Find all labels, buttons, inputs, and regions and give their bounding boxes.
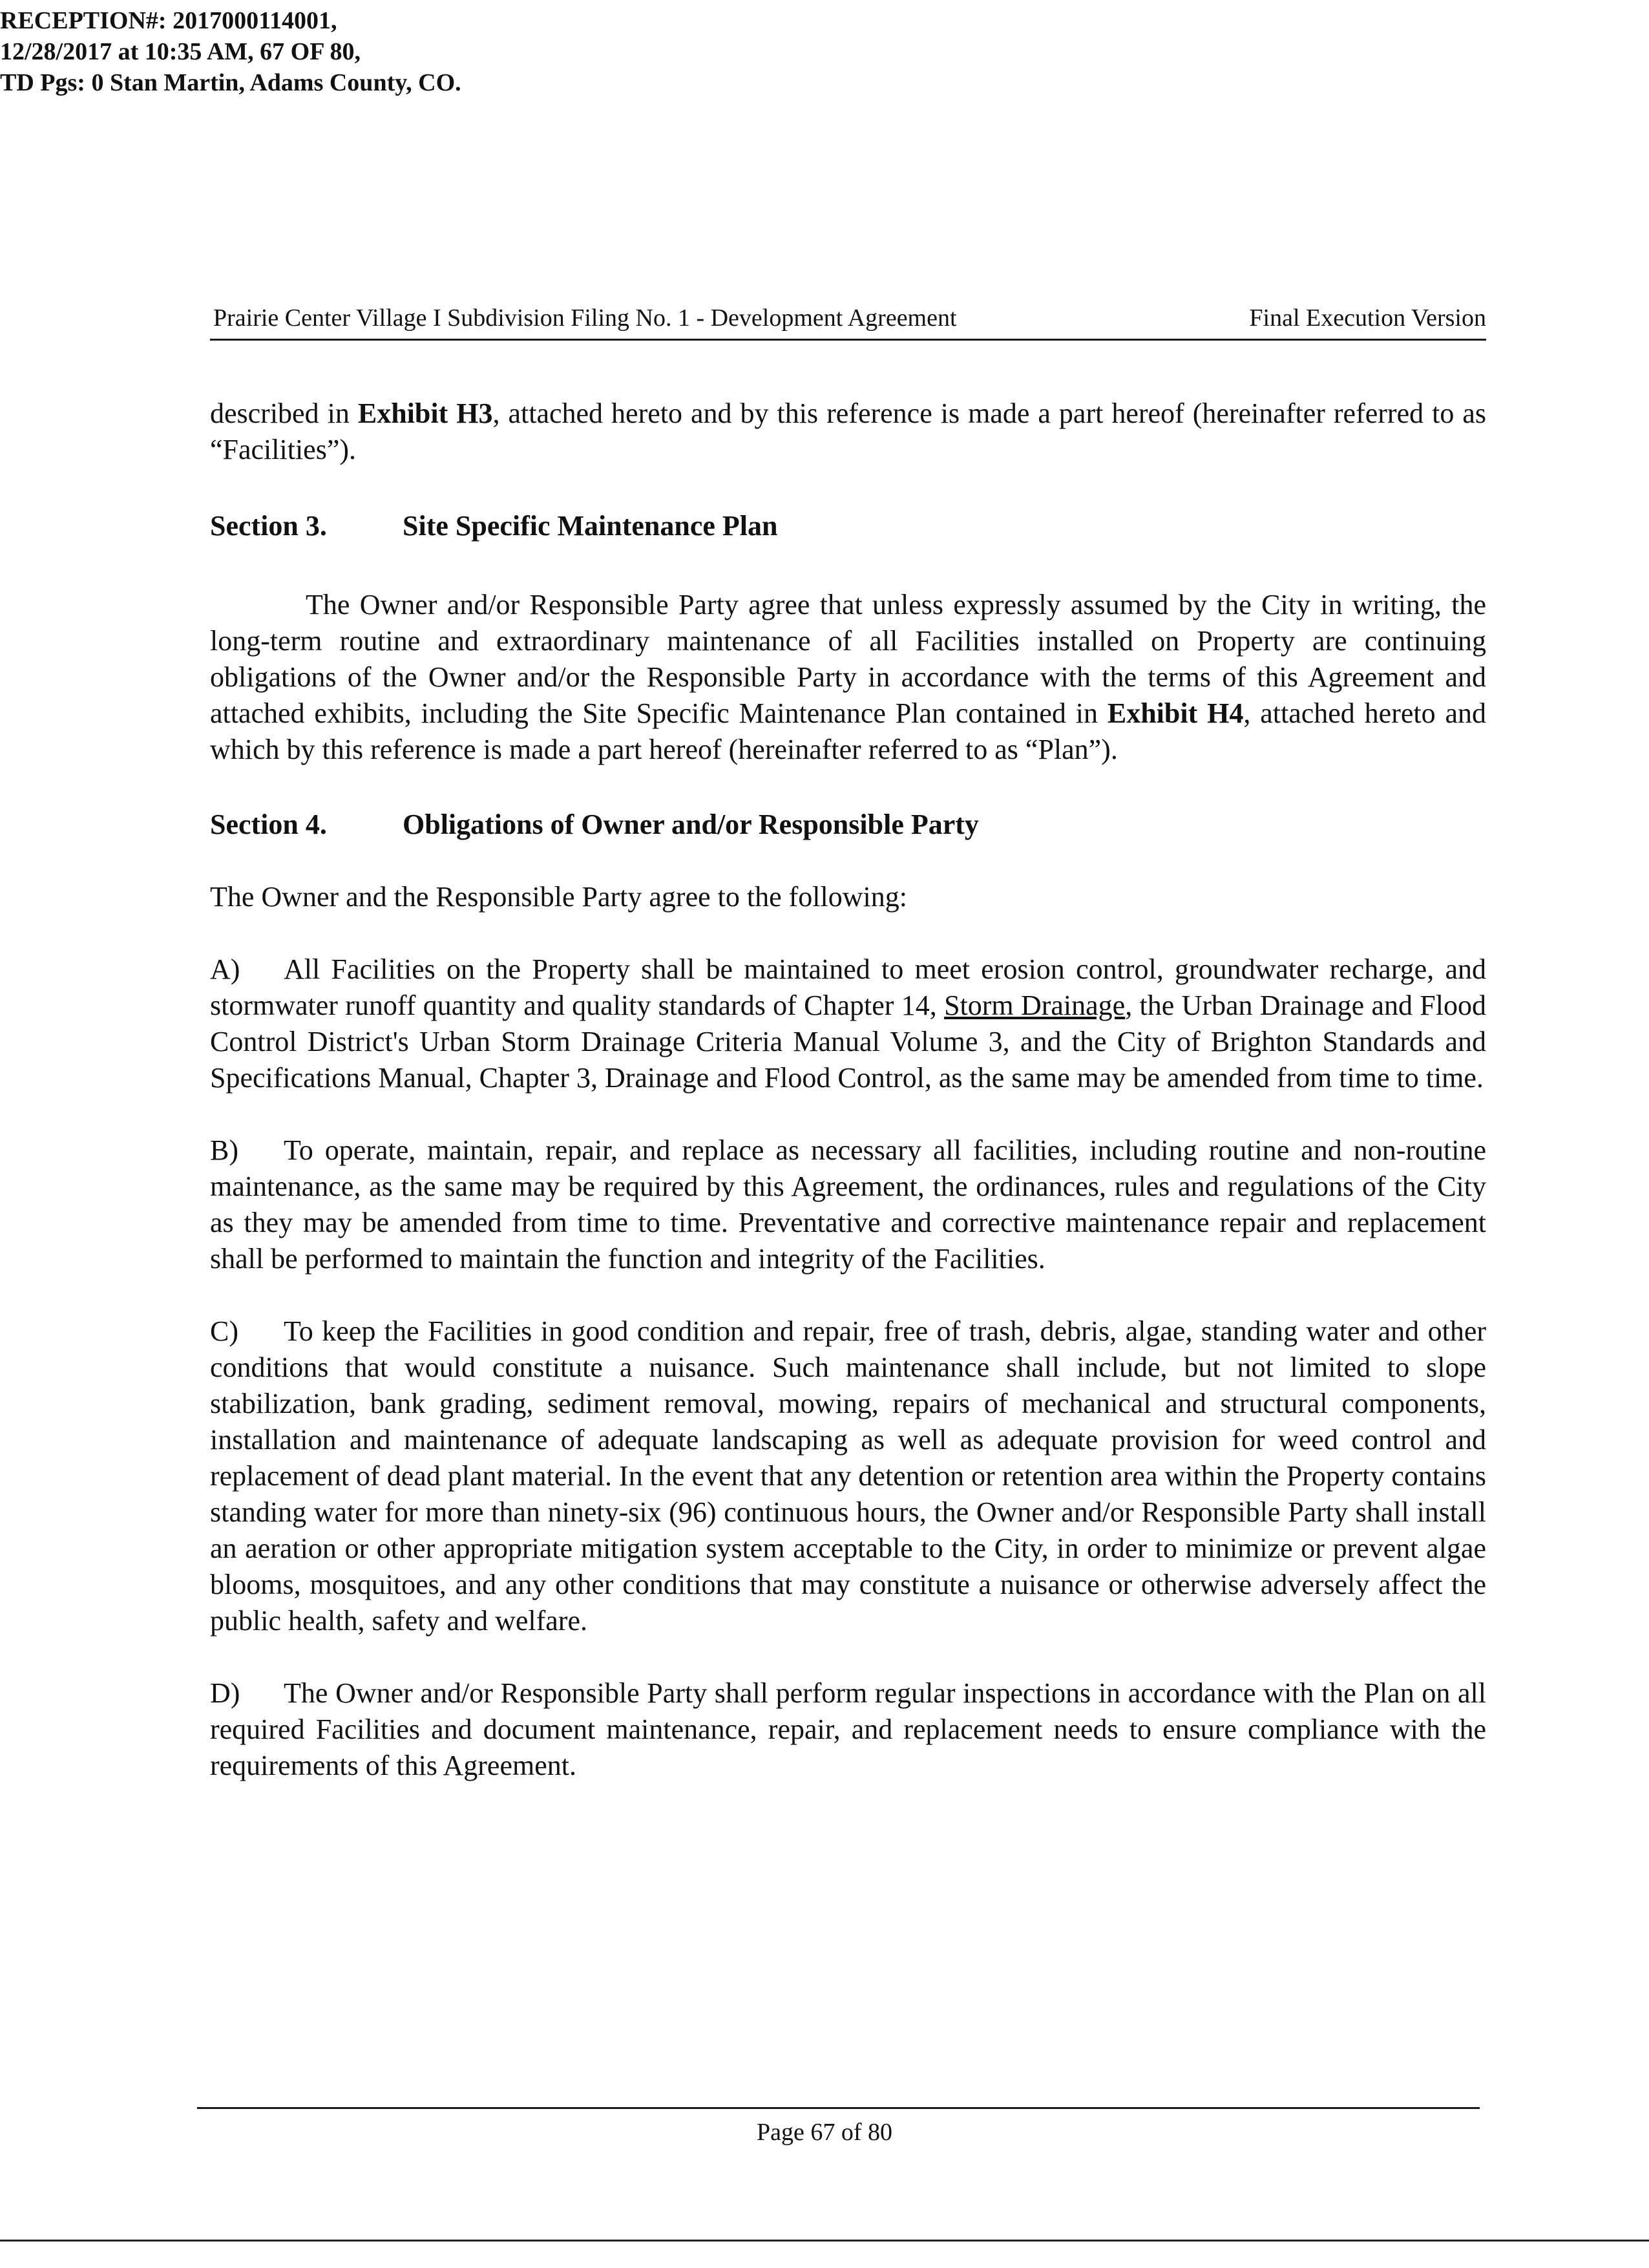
list-item-c: C) To keep the Facilities in good condition and repair, free of trash, debris, algae, standing water and other conditions that would constitute a nuisance. Such maintenance shall include, but not limited to slope stabilization, bank grading, sediment removal, mowing, repairs of mechanical and structural components, installation and maintenance of adequate landscaping as well as adequate provision for weed control and replacement of dead plant material. In the event that any detention or retention area within the Property contains standing water for more than ninety-six (96) continuous hours, the Owner and/or Responsible Party shall install an aeration or other appropriate mitigation system acceptable to the City, in order to minimize or prevent algae blooms, mosquitoes, and any other conditions that may constitute a nuisance or otherwise adversely affect the public health, safety and welfare.: [210, 1313, 1486, 1639]
item-c-label: C): [210, 1315, 238, 1347]
document-body: [210, 396, 1486, 1784]
item-d-label: D): [210, 1677, 240, 1709]
section-3-title: Site Specific Maintenance Plan: [403, 510, 778, 542]
section-3-heading: [210, 508, 1486, 544]
recorder-county: TD Pgs: 0 Stan Martin, Adams County, CO.: [0, 69, 461, 96]
section-4-heading: [210, 807, 1486, 843]
list-item-a: A) All Facilities on the Property shall be maintained to meet erosion control, groundwater recharge, and stormwater runoff quantity and quality standards of Chapter 14, Storm Drainage, the Urban Drainage and Flood Control District's Urban Storm Drainage Criteria Manual Volume 3, and the City of Brighton Standards and Specifications Manual, Chapter 3, Drainage and Flood Control, as the same may be amended from time to time.: [210, 951, 1486, 1096]
document-title: Prairie Center Village I Subdivision Filing No. 1 - Development Agreement: [213, 304, 957, 332]
section-4-lead: The Owner and the Responsible Party agree to the following:: [210, 881, 907, 913]
section-4-number: Section 4.: [210, 809, 327, 840]
scan-edge-line: [0, 2240, 1649, 2242]
exhibit-h3-ref: Exhibit H3: [357, 397, 493, 429]
section-4-title: Obligations of Owner and/or Responsible Party: [403, 809, 979, 840]
footer-rule: [197, 2107, 1480, 2109]
section-3-paragraph: The Owner and/or Responsible Party agree that unless expressly assumed by the City in writing, the long-term routine and extraordinary maintenance of all Facilities installed on Property are continuing obligations of the Owner and/or the Responsible Party in accordance with the terms of this Agreement and attached exhibits, including the Site Specific Maintenance Plan contained in Exhibit H4, attached hereto and which by this reference is made a part hereof (hereinafter referred to as “Plan”).: [210, 589, 1486, 765]
version-label: Final Execution Version: [1249, 304, 1486, 332]
reception-number: RECEPTION#: 2017000114001,: [0, 7, 337, 34]
list-item-d: D) The Owner and/or Responsible Party shall perform regular inspections in accordance with the Plan on all required Facilities and document maintenance, repair, and replacement needs to ensure compliance with the requirements of this Agreement.: [210, 1675, 1486, 1784]
running-header: [210, 299, 1486, 341]
recording-date: 12/28/2017 at 10:35 AM, 67 OF 80,: [0, 38, 361, 65]
exhibit-h4-ref: Exhibit H4: [1107, 697, 1244, 729]
recording-stamp: [0, 5, 461, 98]
intro-paragraph: described in Exhibit H3, attached hereto and by this reference is made a part hereof (hereinafter referred to as “Facilities”).: [210, 397, 1486, 465]
item-a-label: A): [210, 953, 240, 985]
item-b-label: B): [210, 1134, 238, 1166]
list-item-b: B) To operate, maintain, repair, and replace as necessary all facilities, including routine and non-routine maintenance, as the same may be required by this Agreement, the ordinances, rules and regulations of the City as they may be amended from time to time. Preventative and corrective maintenance repair and replacement shall be performed to maintain the function and integrity of the Facilities.: [210, 1132, 1486, 1277]
section-3-number: Section 3.: [210, 510, 327, 542]
page-number: Page 67 of 80: [756, 2119, 893, 2146]
storm-drainage-reference: Storm Drainage: [944, 990, 1126, 1021]
